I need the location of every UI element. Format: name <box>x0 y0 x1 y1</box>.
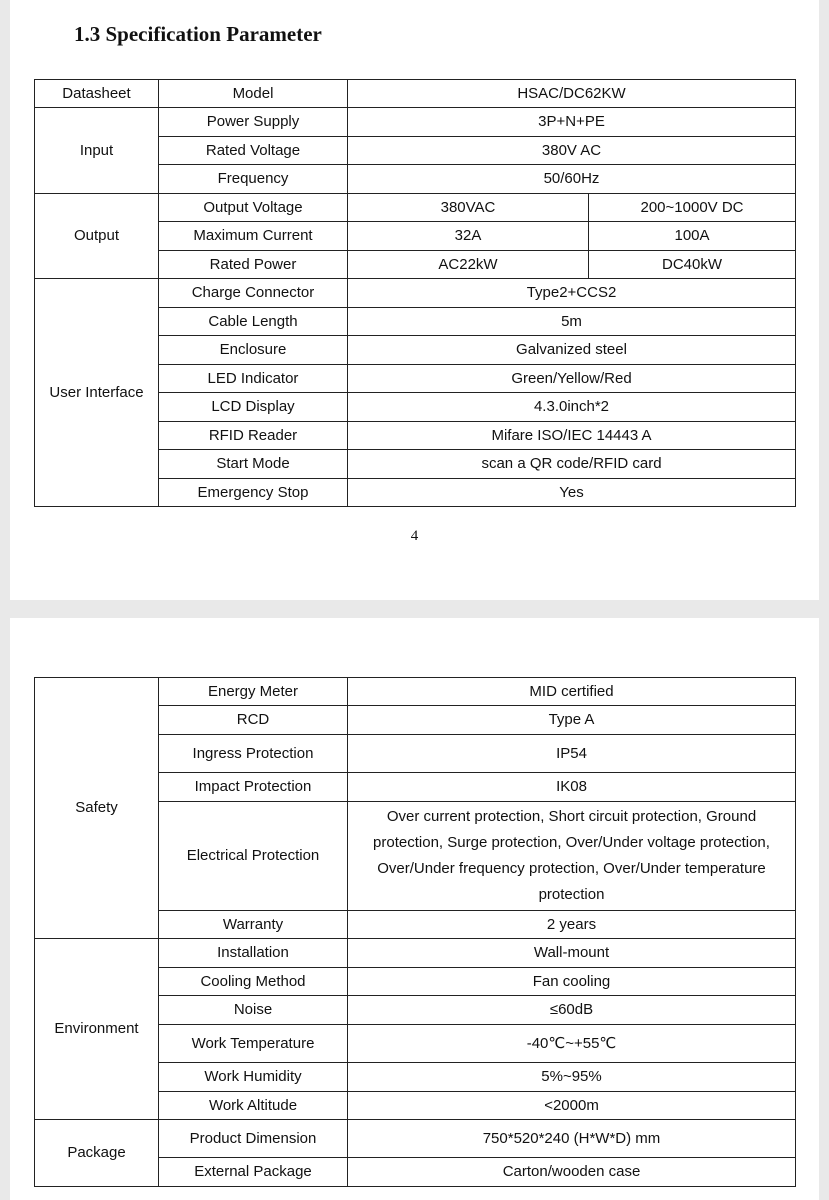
param-cell: Cooling Method <box>159 968 348 996</box>
table-row <box>35 279 796 308</box>
param-cell: External Package <box>159 1158 348 1187</box>
value-cell: MID certified <box>348 678 796 706</box>
section-heading: 1.3 Specification Parameter <box>74 22 322 46</box>
param-cell: Electrical Protection <box>159 802 348 911</box>
table-row <box>35 1120 796 1158</box>
specification-table-1 <box>34 79 796 507</box>
param-cell: Energy Meter <box>159 678 348 706</box>
group-cell-package: Package <box>35 1120 159 1187</box>
value-cell: Green/Yellow/Red <box>348 365 796 393</box>
value-cell-electrical-protection: Over current protection, Short circuit protection, Ground protection, Surge protection, Over/Under voltage protection, Over/Under frequency protection, Over/Under temperature protection <box>348 802 796 911</box>
group-cell-output: Output <box>35 194 159 279</box>
group-cell-datasheet: Datasheet <box>35 80 159 108</box>
param-cell: Frequency <box>159 165 348 194</box>
param-cell: Work Humidity <box>159 1063 348 1092</box>
value-cell: 5%~95% <box>348 1063 796 1092</box>
value-cell: Carton/wooden case <box>348 1158 796 1187</box>
param-cell: Output Voltage <box>159 194 348 222</box>
param-cell: Rated Voltage <box>159 137 348 165</box>
value-cell: 3P+N+PE <box>348 108 796 137</box>
param-cell-model: Model <box>159 80 348 108</box>
value-cell: 380V AC <box>348 137 796 165</box>
specification-table-2 <box>34 677 796 1187</box>
param-cell: Charge Connector <box>159 279 348 308</box>
value-cell-dc: 200~1000V DC <box>589 194 796 222</box>
param-cell: Rated Power <box>159 251 348 279</box>
group-cell-environment: Environment <box>35 939 159 1120</box>
param-cell: Maximum Current <box>159 222 348 251</box>
value-cell-ac: AC22kW <box>348 251 589 279</box>
table-row <box>35 939 796 968</box>
value-cell: Galvanized steel <box>348 336 796 365</box>
value-cell: scan a QR code/RFID card <box>348 450 796 479</box>
value-cell: 2 years <box>348 911 796 939</box>
value-cell: Wall-mount <box>348 939 796 968</box>
value-cell: Type A <box>348 706 796 735</box>
param-cell: Noise <box>159 996 348 1025</box>
param-cell: Emergency Stop <box>159 479 348 507</box>
value-cell-ac: 32A <box>348 222 589 251</box>
table-row <box>35 678 796 706</box>
param-cell: Work Temperature <box>159 1025 348 1063</box>
page-number: 4 <box>410 528 419 544</box>
group-cell-input: Input <box>35 108 159 194</box>
value-cell-model: HSAC/DC62KW <box>348 80 796 108</box>
value-cell: Type2+CCS2 <box>348 279 796 308</box>
param-cell: Ingress Protection <box>159 735 348 773</box>
value-cell-dc: DC40kW <box>589 251 796 279</box>
param-cell: Installation <box>159 939 348 968</box>
value-cell: <2000m <box>348 1092 796 1120</box>
param-cell: Product Dimension <box>159 1120 348 1158</box>
value-cell: Mifare ISO/IEC 14443 A <box>348 422 796 450</box>
value-cell: 50/60Hz <box>348 165 796 194</box>
value-cell: IP54 <box>348 735 796 773</box>
table-row <box>35 194 796 222</box>
value-cell: 5m <box>348 308 796 336</box>
document-page-2 <box>10 618 819 1200</box>
param-cell: LED Indicator <box>159 365 348 393</box>
param-cell: Start Mode <box>159 450 348 479</box>
param-cell: Warranty <box>159 911 348 939</box>
param-cell: RFID Reader <box>159 422 348 450</box>
table-row <box>35 80 796 108</box>
param-cell: LCD Display <box>159 393 348 422</box>
value-cell: 750*520*240 (H*W*D) mm <box>348 1120 796 1158</box>
param-cell: Impact Protection <box>159 773 348 802</box>
param-cell: Work Altitude <box>159 1092 348 1120</box>
table-row <box>35 108 796 137</box>
group-cell-safety: Safety <box>35 678 159 939</box>
value-cell-dc: 100A <box>589 222 796 251</box>
value-cell: -40℃~+55℃ <box>348 1025 796 1063</box>
document-page-1 <box>10 0 819 600</box>
value-cell: Fan cooling <box>348 968 796 996</box>
value-cell: 4.3.0inch*2 <box>348 393 796 422</box>
value-cell: ≤60dB <box>348 996 796 1025</box>
param-cell: Power Supply <box>159 108 348 137</box>
value-cell-ac: 380VAC <box>348 194 589 222</box>
param-cell: RCD <box>159 706 348 735</box>
value-cell: Yes <box>348 479 796 507</box>
param-cell: Enclosure <box>159 336 348 365</box>
value-cell: IK08 <box>348 773 796 802</box>
param-cell: Cable Length <box>159 308 348 336</box>
group-cell-user-interface: User Interface <box>35 279 159 507</box>
